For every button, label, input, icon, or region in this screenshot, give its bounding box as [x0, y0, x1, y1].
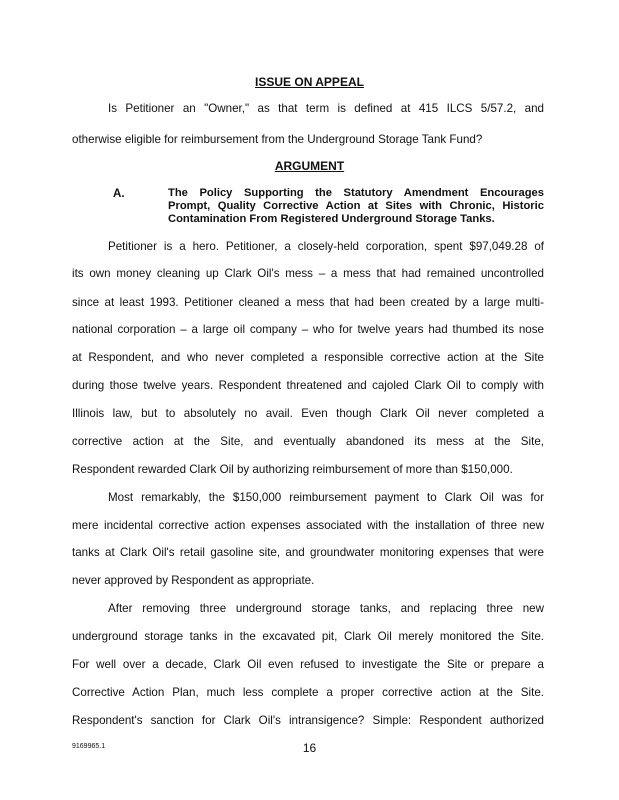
paragraph-2-line: mere incidental corrective action expenses associated with the installation of three new	[72, 519, 544, 532]
paragraph-3-line: underground storage tanks in the excavated pit, Clark Oil merely monitored the Site.	[72, 630, 544, 643]
paragraph-1-line: corrective action at the Site, and eventually abandoned its mess at the Site,	[72, 435, 544, 448]
paragraph-3-line: Corrective Action Plan, much less complete a proper corrective action at the Site.	[72, 686, 544, 699]
subsection-title-line: Prompt, Quality Corrective Action at Sites with Chronic, Historic	[168, 200, 544, 212]
subsection-letter: A.	[113, 187, 125, 200]
paragraph-1-line: Petitioner is a hero. Petitioner, a closely-held corporation, spent $97,049.28 of	[108, 240, 544, 253]
paragraph-2-line: never approved by Respondent as appropriate.	[72, 574, 315, 587]
paragraph-1-line: since at least 1993. Petitioner cleaned a mess that had been created by a large multi-	[72, 296, 544, 309]
argument-heading: ARGUMENT	[274, 159, 345, 173]
paragraph-1-line: Respondent rewarded Clark Oil by authorizing reimbursement of more than $150,000.	[72, 463, 513, 476]
paragraph-3-line: After removing three underground storage tanks, and replacing three new	[108, 602, 544, 615]
subsection-title-line: The Policy Supporting the Statutory Amendment Encourages	[168, 187, 544, 199]
paragraph-2-line: tanks at Clark Oil's retail gasoline site, and groundwater monitoring expenses that were	[72, 546, 544, 559]
paragraph-2-line: Most remarkably, the $150,000 reimbursement payment to Clark Oil was for	[108, 491, 544, 504]
issue-line: Is Petitioner an "Owner," as that term is defined at 415 ILCS 5/57.2, and	[108, 102, 544, 115]
paragraph-1-line: at Respondent, and who never completed a responsible corrective action at the Site	[72, 351, 544, 364]
issue-line: otherwise eligible for reimbursement from the Underground Storage Tank Fund?	[72, 133, 483, 146]
paragraph-3-line: For well over a decade, Clark Oil even refused to investigate the Site or prepare a	[72, 658, 544, 671]
paragraph-3-line: Respondent's sanction for Clark Oil's intransigence? Simple: Respondent authorized	[72, 714, 544, 727]
paragraph-1-line: Illinois law, but to absolutely no avail. Even though Clark Oil never completed a	[72, 407, 544, 420]
paragraph-1-line: during those twelve years. Respondent threatened and cajoled Clark Oil to comply with	[72, 379, 544, 392]
footer-doc-id: 9169965.1	[72, 743, 106, 750]
subsection-title-line: Contamination From Registered Underground Storage Tanks.	[168, 213, 495, 225]
page-number: 16	[302, 741, 317, 755]
issue-heading: ISSUE ON APPEAL	[255, 75, 364, 89]
paragraph-1-line: its own money cleaning up Clark Oil's mess – a mess that had remained uncontrolled	[72, 267, 544, 280]
paragraph-1-line: national corporation – a large oil company – who for twelve years had thumbed its nose	[72, 323, 544, 336]
